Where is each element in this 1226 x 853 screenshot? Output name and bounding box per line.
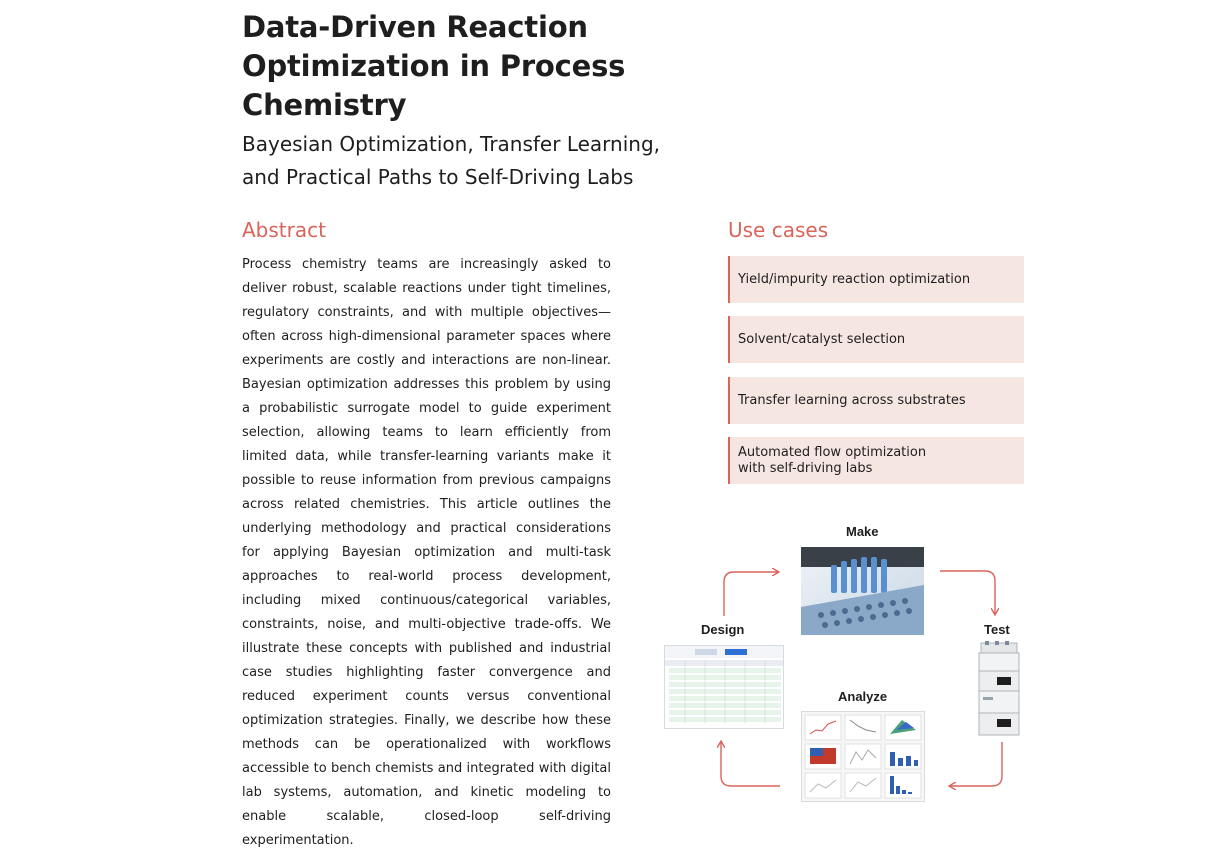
analyze-label: Analyze — [838, 689, 888, 704]
abstract-text: Process chemistry teams are increasingly asked to deliver robust, scalable reactions under tight timelines, regulatory constraints, and with multiple objectives—often across high-dimensional parameter spaces where experiments are costly and interactions are non-linear. Bayesian optimization addresses this problem by using a probabilistic surrogate model to guide experiment selection, allowing teams to learn efficiently from limited data, while transfer-learning variants make it possible to reuse information from previous campaigns across related chemistries. This article outlines the underlying methodology and practical considerations for applying Bayesian optimization and multi-task approaches to real-world process development, including mixed continuous/categorical variables, constraints, noise, and multi-objective trade-offs. We illustrate these concepts with published and industrial case studies highlighting faster convergence and reduced experiment counts versus conventional optimization strategies. Finally, we describe how these methods can be operationalized with workflows accessible to bench chemists and integrated with digital lab systems, automation, and kinetic modeling to enable scalable, closed-loop self-driving experimentation. — [242, 257, 611, 848]
use-case-card: Transfer learning across substrates — [728, 377, 1024, 424]
paper-title: Data-Driven Reaction Optimization in Process Chemistry — [242, 10, 626, 122]
abstract-heading: Abstract — [242, 218, 326, 242]
use-case-card: Automated flow optimization with self-driving labs — [728, 437, 1024, 484]
use-case-card: Solvent/catalyst selection — [728, 316, 1024, 363]
use-cases-heading: Use cases — [728, 218, 829, 242]
paper-subtitle: Bayesian Optimization, Transfer Learning, and Practical Paths to Self-Driving Labs — [242, 132, 660, 189]
test-label: Test — [984, 622, 1010, 637]
use-case-card: Yield/impurity reaction optimization — [728, 256, 1024, 303]
make-label: Make — [846, 524, 879, 539]
design-label: Design — [701, 622, 745, 637]
